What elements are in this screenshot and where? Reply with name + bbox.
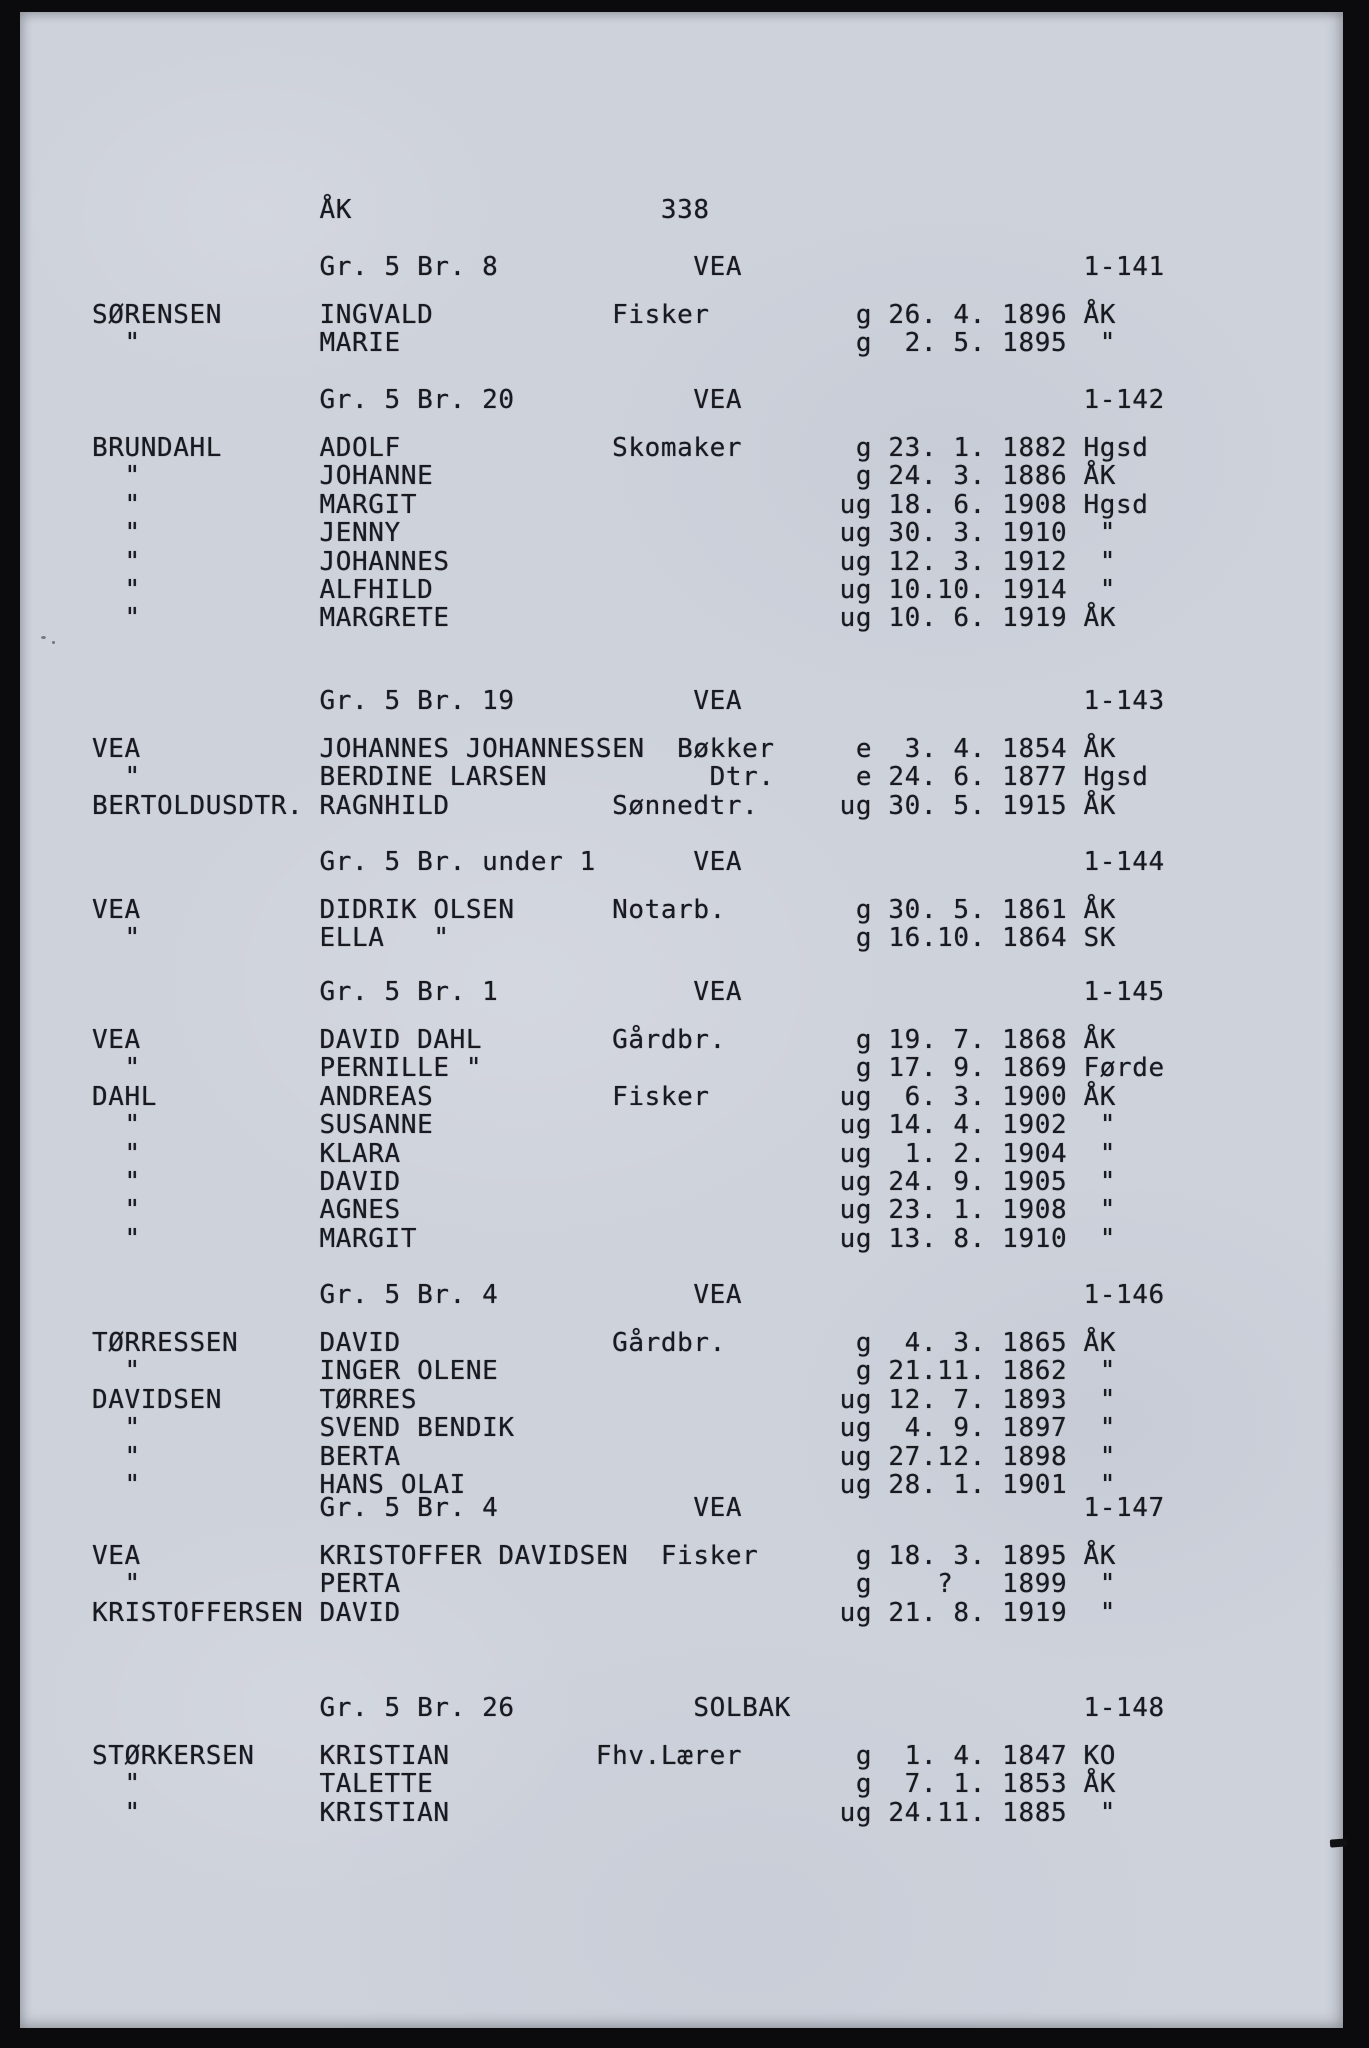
record-header: Gr. 5 Br. 20 VEA 1-142 [92,385,1165,415]
census-row: " JENNY ug 30. 3. 1910 " [92,518,1116,549]
census-row: " KRISTIAN ug 24.11. 1885 " [92,1797,1116,1828]
census-row: " MARGIT ug 13. 8. 1910 " [92,1223,1116,1254]
census-row: " TALETTE g 7. 1. 1853 ÅK [92,1769,1116,1800]
census-row: " MARGRETE ug 10. 6. 1919 ÅK [92,603,1116,634]
census-row: BRUNDAHL ADOLF Skomaker g 23. 1. 1882 Hgsd [92,433,1149,463]
census-row: KRISTOFFERSEN DAVID ug 21. 8. 1919 " [92,1597,1116,1628]
census-row: BERTOLDUSDTR. RAGNHILD Sønnedtr. ug 30. 5. 1915 ÅK [92,790,1116,821]
census-row: TØRRESSEN DAVID Gårdbr. g 4. 3. 1865 ÅK [92,1328,1116,1358]
census-row: " MARIE g 2. 5. 1895 " [92,328,1116,359]
census-row: VEA DAVID DAHL Gårdbr. g 19. 7. 1868 ÅK [92,1025,1116,1055]
census-row: " HANS OLAI ug 28. 1. 1901 " [92,1470,1116,1500]
census-row: STØRKERSEN KRISTIAN Fhv.Lærer g 1. 4. 1847 KO [92,1741,1116,1771]
census-row: " SVEND BENDIK ug 4. 9. 1897 " [92,1413,1116,1444]
census-row: " BERDINE LARSEN Dtr. e 24. 6. 1877 Hgsd [92,762,1149,793]
census-row: SØRENSEN INGVALD Fisker g 26. 4. 1896 ÅK [92,300,1116,330]
record-header: Gr. 5 Br. 26 SOLBAK 1-148 [92,1693,1165,1723]
census-row: " KLARA ug 1. 2. 1904 " [92,1138,1116,1169]
record-header: Gr. 5 Br. 19 VEA 1-143 [92,686,1165,716]
record-header: Gr. 5 Br. 4 VEA 1-146 [92,1280,1165,1310]
edge-mark [1330,1838,1348,1847]
census-row: " JOHANNE g 24. 3. 1886 ÅK [92,461,1116,492]
census-row: " AGNES ug 23. 1. 1908 " [92,1195,1116,1226]
census-row: " PERTA g ? 1899 " [92,1569,1116,1600]
census-row: VEA JOHANNES JOHANNESSEN Bøkker e 3. 4. 1854 ÅK [92,734,1116,764]
paper-speck [52,641,55,644]
census-row: " BERTA ug 27.12. 1898 " [92,1441,1116,1472]
census-row: " DAVID ug 24. 9. 1905 " [92,1167,1116,1197]
census-row: DAVIDSEN TØRRES ug 12. 7. 1893 " [92,1384,1116,1415]
record-header: Gr. 5 Br. under 1 VEA 1-144 [92,847,1165,877]
census-row: " PERNILLE " g 17. 9. 1869 Førde [92,1053,1165,1084]
record-header: Gr. 5 Br. 8 VEA 1-141 [92,252,1165,282]
census-row: " ELLA " g 16.10. 1864 SK [92,923,1116,954]
census-row: " JOHANNES ug 12. 3. 1912 " [92,546,1116,577]
census-row: DAHL ANDREAS Fisker ug 6. 3. 1900 ÅK [92,1081,1116,1112]
census-row: " SUSANNE ug 14. 4. 1902 " [92,1110,1116,1141]
record-header: Gr. 5 Br. 1 VEA 1-145 [92,977,1165,1007]
census-row: " ALFHILD ug 10.10. 1914 " [92,575,1116,605]
page-header: ÅK 338 [92,195,710,225]
census-row: VEA DIDRIK OLSEN Notarb. g 30. 5. 1861 ÅK [92,895,1116,925]
record-header: Gr. 5 Br. 4 VEA 1-147 [92,1493,1165,1523]
paper-speck [41,636,46,639]
census-row: VEA KRISTOFFER DAVIDSEN Fisker g 18. 3. 1895 ÅK [92,1541,1116,1571]
census-row: " INGER OLENE g 21.11. 1862 " [92,1356,1116,1387]
census-row: " MARGIT ug 18. 6. 1908 Hgsd [92,489,1149,520]
